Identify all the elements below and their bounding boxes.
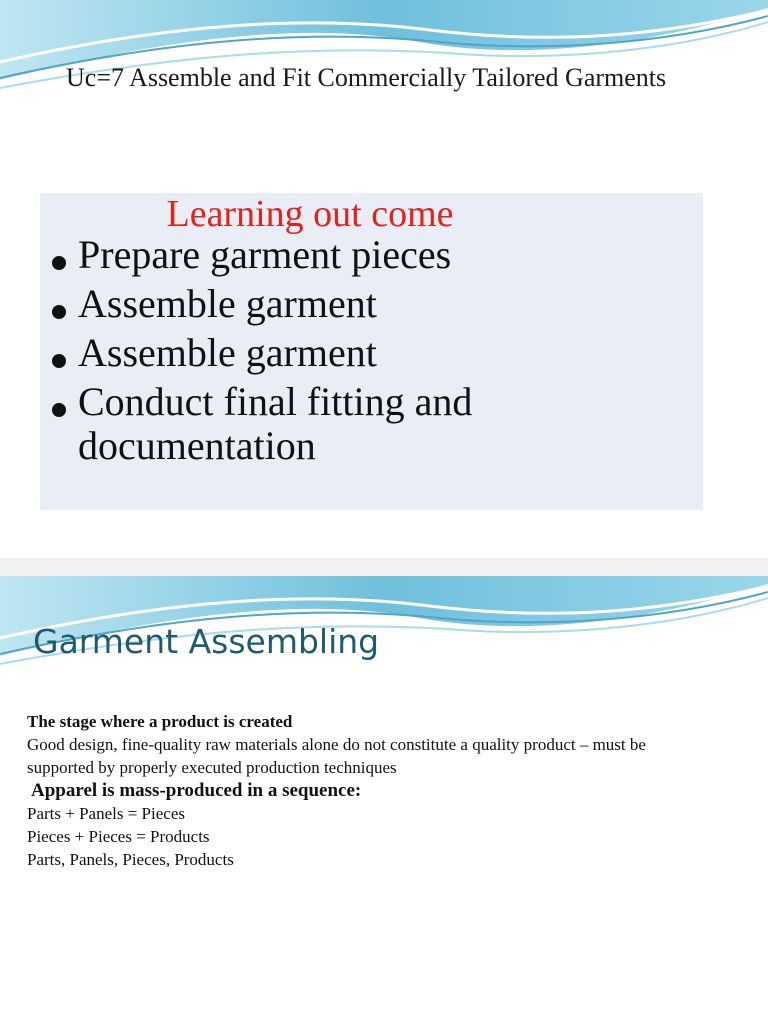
list-item-text: Assemble garment	[78, 330, 377, 375]
bullet-icon	[52, 354, 66, 368]
body-line: Apparel is mass-produced in a sequence:	[31, 780, 362, 801]
body-line: Parts, Panels, Pieces, Products	[27, 850, 234, 869]
slide-body	[27, 710, 727, 871]
slide-title: Garment Assembling	[33, 622, 380, 661]
slide-separator	[0, 558, 768, 576]
body-line: The stage where a product is created	[27, 712, 293, 731]
body-line: Parts + Panels = Pieces	[27, 804, 185, 823]
learning-outcome-box	[40, 193, 703, 510]
body-line: Pieces + Pieces = Products	[27, 827, 210, 846]
bullet-icon	[52, 403, 66, 417]
list-item-text: Assemble garment	[78, 281, 377, 326]
slide-title: Uc=7 Assemble and Fit Commercially Tailored Garments	[66, 63, 667, 92]
learning-outcome-heading: Learning out come	[166, 193, 454, 235]
bullet-icon	[52, 256, 66, 270]
body-line: supported by properly executed production techniques	[27, 758, 397, 777]
body-line: Good design, fine-quality raw materials alone do not constitute a quality product – must be	[27, 735, 646, 754]
list-item	[50, 282, 678, 326]
list-item-text: Prepare garment pieces	[78, 232, 452, 277]
bullet-icon	[52, 305, 66, 319]
list-item	[50, 331, 678, 375]
list-item	[50, 233, 678, 277]
learning-outcome-list	[50, 233, 678, 473]
slide-2	[0, 576, 768, 1024]
list-item	[50, 380, 678, 468]
list-item-text: Conduct final fitting and documentation	[78, 379, 473, 468]
